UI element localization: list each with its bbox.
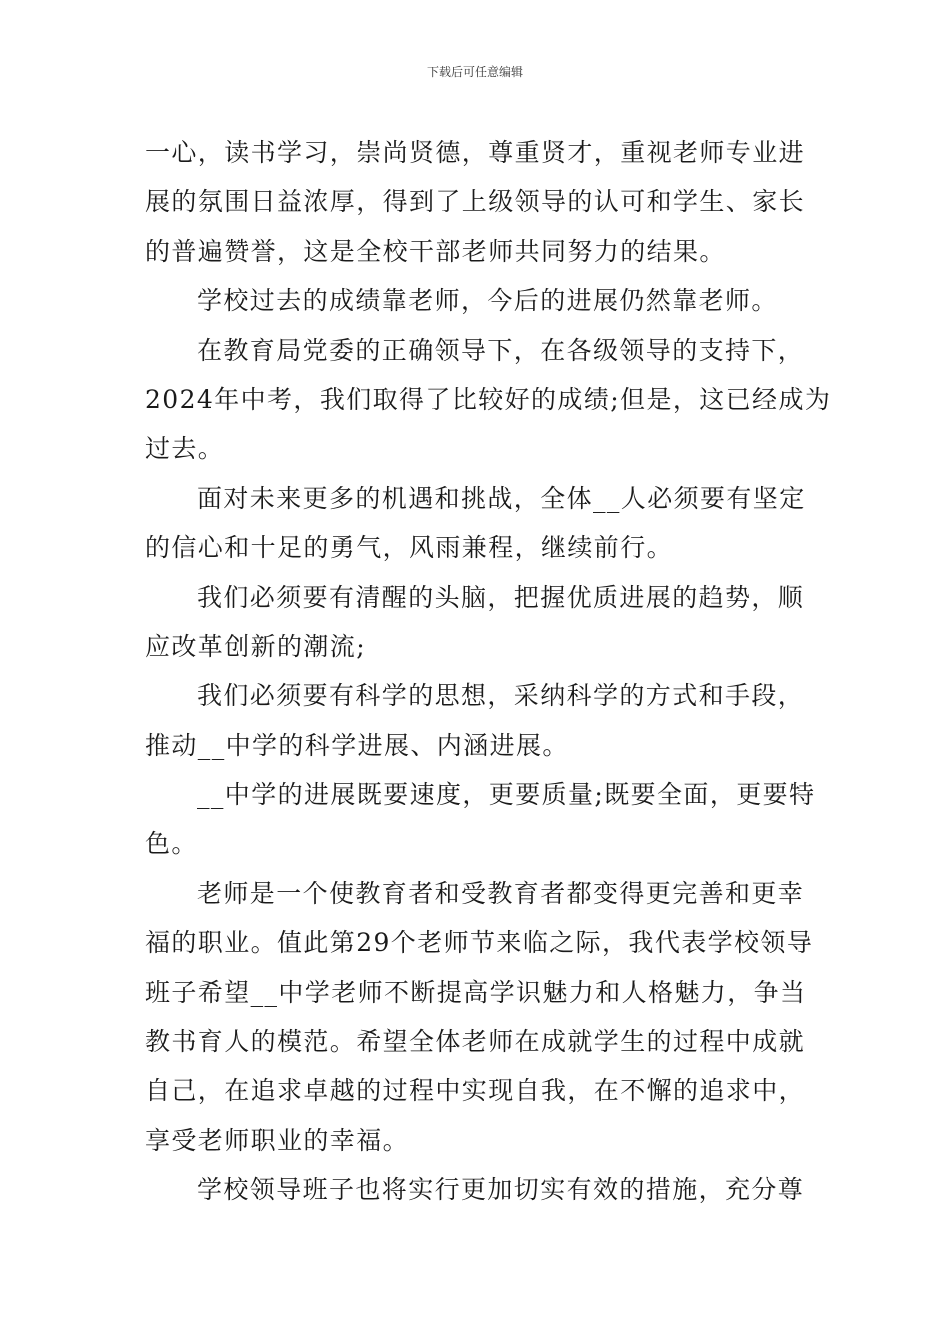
paragraph bbox=[145, 1165, 810, 1214]
document-body bbox=[145, 128, 832, 1215]
paragraph bbox=[145, 721, 810, 770]
text-line: 推动__中学的科学进展、内涵进展。 bbox=[145, 730, 569, 760]
paragraph bbox=[145, 770, 816, 819]
paragraph bbox=[145, 918, 814, 1165]
text-line: 老师是一个使教育者和受教育者都变得更完善和更幸 bbox=[197, 878, 805, 908]
paragraph bbox=[145, 671, 810, 720]
text-line: 面对未来更多的机遇和挑战，全体__人必须要有坚定 bbox=[197, 483, 806, 513]
text-line: 班子希望__中学老师不断提高学识魅力和人格魅力，争当 bbox=[145, 977, 807, 1007]
paragraph bbox=[145, 474, 810, 523]
paragraph bbox=[145, 375, 832, 474]
page-header: 下载后可任意编辑 bbox=[426, 65, 523, 79]
text-line: 应改革创新的潮流; bbox=[145, 631, 367, 661]
text-line: 展的氛围日益浓厚，得到了上级领导的认可和学生、家长 bbox=[145, 187, 806, 217]
text-line: 学校过去的成绩靠老师，今后的进展仍然靠老师。 bbox=[197, 286, 778, 316]
text-line: 在教育局党委的正确领导下，在各级领导的支持下， bbox=[197, 335, 805, 365]
text-line: 我们必须要有科学的思想，采纳科学的方式和手段， bbox=[197, 681, 805, 711]
text-line: 2024年中考，我们取得了比较好的成绩;但是，这已经成为 bbox=[145, 384, 832, 414]
text-line: 学校领导班子也将实行更加切实有效的措施，充分尊 bbox=[197, 1175, 805, 1205]
text-line: 过去。 bbox=[145, 434, 225, 464]
text-line: 色。 bbox=[145, 829, 198, 859]
paragraph bbox=[145, 573, 810, 622]
text-line: 教书育人的模范。希望全体老师在成就学生的过程中成就 bbox=[145, 1027, 806, 1057]
paragraph bbox=[145, 128, 810, 276]
text-line: 一心，读书学习，崇尚贤德，尊重贤才，重视老师专业进 bbox=[145, 138, 806, 167]
paragraph bbox=[145, 819, 810, 868]
text-line: 的信心和十足的勇气，风雨兼程，继续前行。 bbox=[145, 533, 674, 563]
paragraph bbox=[145, 326, 810, 375]
text-line: __中学的进展既要速度，更要质量;既要全面，更要特 bbox=[197, 780, 816, 810]
paragraph bbox=[145, 523, 810, 572]
paragraph bbox=[145, 622, 810, 671]
text-line: 自己，在追求卓越的过程中实现自我，在不懈的追求中， bbox=[145, 1076, 806, 1106]
text-line: 享受老师职业的幸福。 bbox=[145, 1125, 410, 1155]
paragraph bbox=[145, 869, 810, 918]
text-line: 的普遍赞誉，这是全校干部老师共同努力的结果。 bbox=[145, 236, 726, 266]
paragraph bbox=[145, 276, 810, 325]
text-line: 福的职业。值此第29个老师节来临之际，我代表学校领导 bbox=[145, 928, 814, 958]
text-line: 我们必须要有清醒的头脑，把握优质进展的趋势，顺 bbox=[197, 582, 805, 612]
